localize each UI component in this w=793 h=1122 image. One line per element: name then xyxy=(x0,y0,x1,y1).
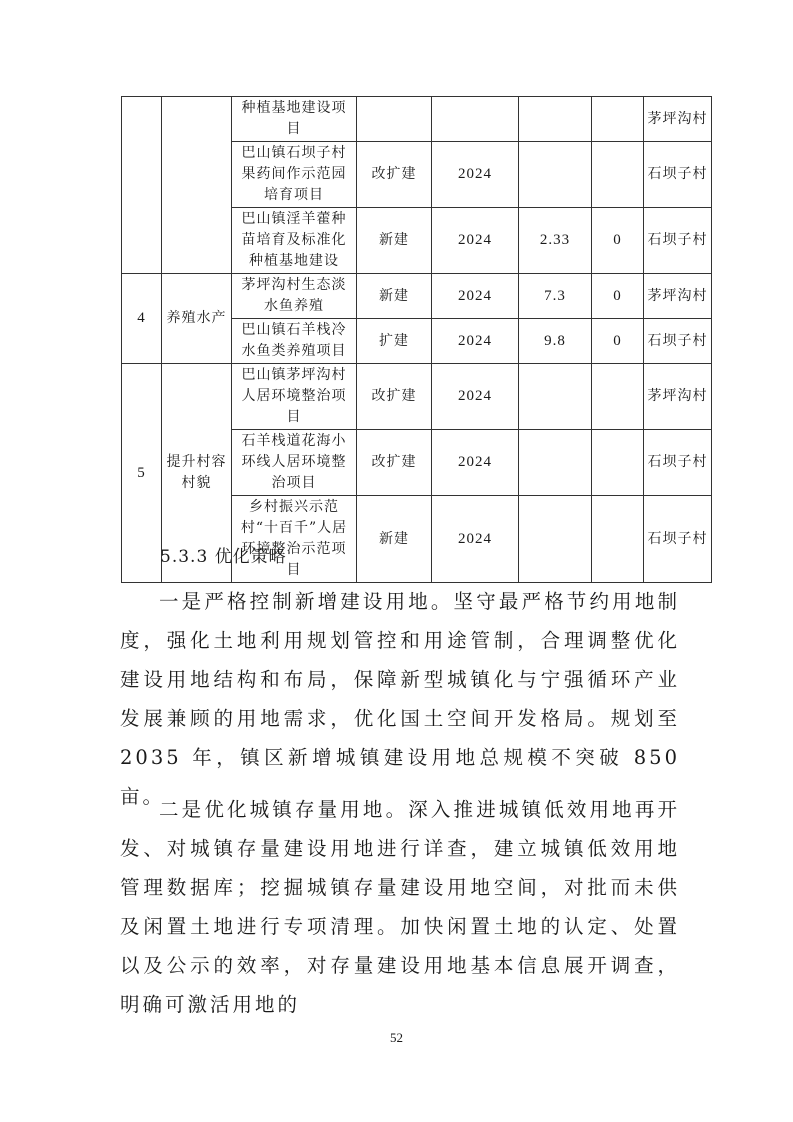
build-type-cell: 新建 xyxy=(357,274,432,319)
area-cell xyxy=(519,496,592,583)
year-cell: 2024 xyxy=(432,274,519,319)
invest-cell xyxy=(592,97,644,142)
invest-cell xyxy=(592,430,644,496)
location-cell: 茅坪沟村 xyxy=(644,97,712,142)
invest-cell xyxy=(592,364,644,430)
paragraph-2: 二是优化城镇存量用地。深入推进城镇低效用地再开发、对城镇存量建设用地进行详查，建立城镇低效用地管理数据库；挖掘城镇存量建设用地空间，对批而未供及闲置土地进行专项清理。加快闲置土地的认定、处置以及公示的效率，对存量建设用地基本信息展开调查，明确可激活用地的 xyxy=(120,798,680,1016)
project-name-cell: 巴山镇石坝子村果药间作示范园培育项目 xyxy=(232,142,357,208)
area-cell xyxy=(519,364,592,430)
invest-cell: 0 xyxy=(592,319,644,364)
year-cell: 2024 xyxy=(432,208,519,274)
project-name-cell: 乡村振兴示范村“十百千”人居环境整治示范项目 xyxy=(232,496,357,583)
section-heading: 5.3.3 优化策略 xyxy=(160,547,287,567)
year-cell: 2024 xyxy=(432,364,519,430)
invest-cell xyxy=(592,142,644,208)
project-name-cell: 石羊栈道花海小环线人居环境整治项目 xyxy=(232,430,357,496)
category-cell: 养殖水产 xyxy=(162,274,232,364)
area-cell: 7.3 xyxy=(519,274,592,319)
build-type-cell: 改扩建 xyxy=(357,364,432,430)
table-row xyxy=(122,97,712,142)
table-row xyxy=(122,274,712,319)
page-number: 52 xyxy=(390,1030,403,1045)
area-cell: 2.33 xyxy=(519,208,592,274)
project-table xyxy=(121,96,712,583)
year-cell xyxy=(432,97,519,142)
area-cell xyxy=(519,430,592,496)
build-type-cell: 改扩建 xyxy=(357,430,432,496)
location-cell: 茅坪沟村 xyxy=(644,364,712,430)
build-type-cell: 新建 xyxy=(357,208,432,274)
year-cell: 2024 xyxy=(432,430,519,496)
year-cell: 2024 xyxy=(432,496,519,583)
no-cell: 4 xyxy=(122,274,162,364)
location-cell: 石坝子村 xyxy=(644,430,712,496)
invest-cell: 0 xyxy=(592,208,644,274)
area-cell xyxy=(519,142,592,208)
location-cell: 石坝子村 xyxy=(644,142,712,208)
area-cell xyxy=(519,97,592,142)
build-type-cell: 改扩建 xyxy=(357,142,432,208)
location-cell: 茅坪沟村 xyxy=(644,274,712,319)
no-cell: 5 xyxy=(122,364,162,583)
year-cell: 2024 xyxy=(432,142,519,208)
project-name-cell: 巴山镇淫羊藿种苗培育及标准化种植基地建设 xyxy=(232,208,357,274)
invest-cell: 0 xyxy=(592,274,644,319)
project-name-cell: 巴山镇石羊栈冷水鱼类养殖项目 xyxy=(232,319,357,364)
build-type-cell xyxy=(357,97,432,142)
build-type-cell: 扩建 xyxy=(357,319,432,364)
area-cell: 9.8 xyxy=(519,319,592,364)
category-cell xyxy=(162,97,232,274)
location-cell: 石坝子村 xyxy=(644,319,712,364)
build-type-cell: 新建 xyxy=(357,496,432,583)
location-cell: 石坝子村 xyxy=(644,496,712,583)
category-cell: 提升村容村貌 xyxy=(162,364,232,583)
paragraph-1: 一是严格控制新增建设用地。坚守最严格节约用地制度，强化土地利用规划管控和用途管制，合理调整优化建设用地结构和布局，保障新型城镇化与宁强循环产业发展兼顾的用地需求，优化国土空间开发格局。规划至 2035 年，镇区新增城镇建设用地总规模不突破 850 亩。 xyxy=(120,590,680,808)
table-row xyxy=(122,364,712,430)
location-cell: 石坝子村 xyxy=(644,208,712,274)
year-cell: 2024 xyxy=(432,319,519,364)
no-cell xyxy=(122,97,162,274)
project-name-cell: 种植基地建设项目 xyxy=(232,97,357,142)
invest-cell xyxy=(592,496,644,583)
project-name-cell: 巴山镇茅坪沟村人居环境整治项目 xyxy=(232,364,357,430)
project-name-cell: 茅坪沟村生态淡水鱼养殖 xyxy=(232,274,357,319)
